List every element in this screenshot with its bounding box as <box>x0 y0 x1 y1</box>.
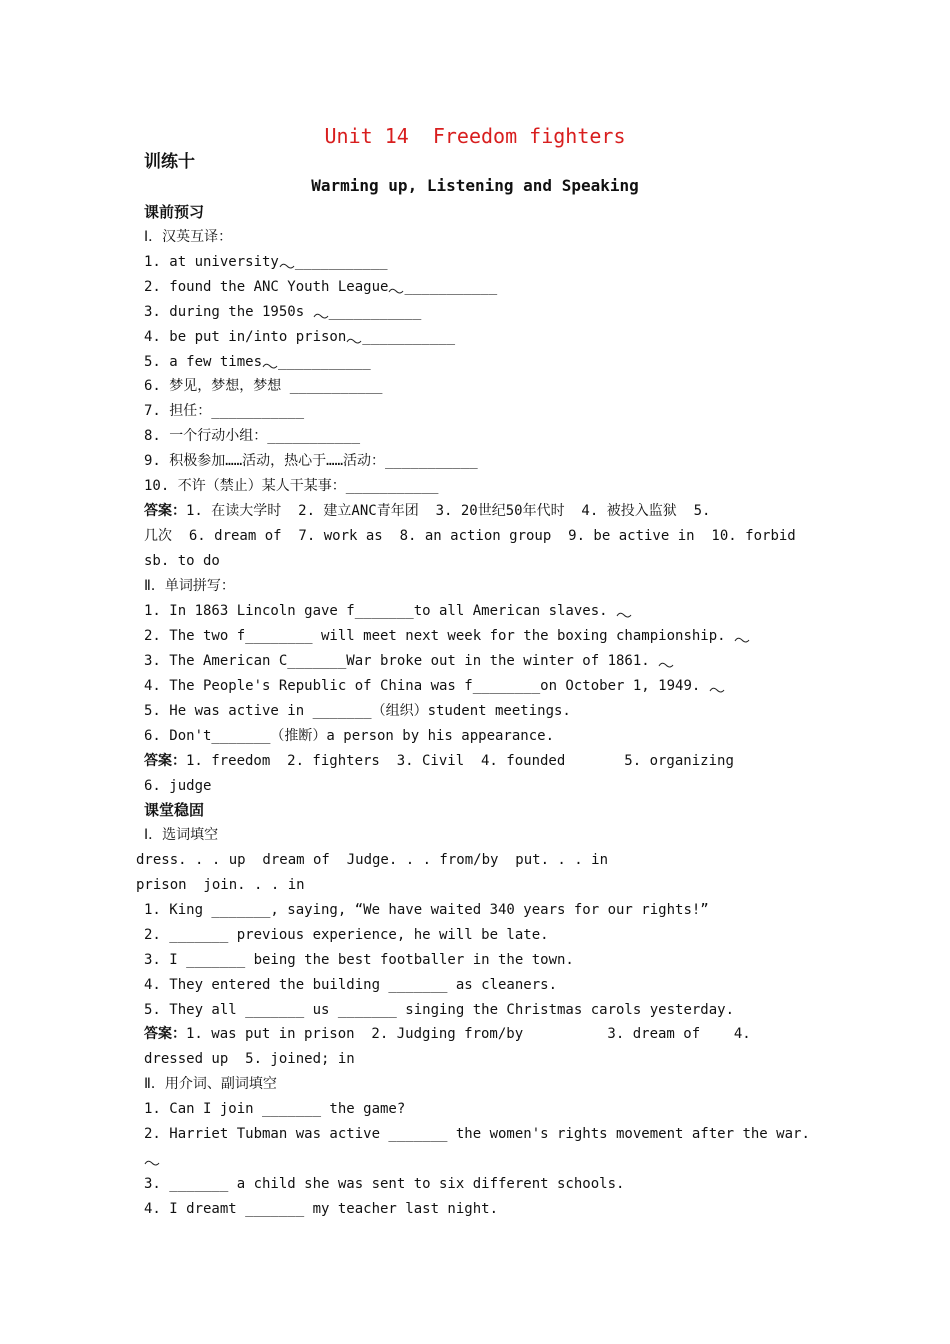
answer-line: 几次 6. dream of 7. work as 8. an action group 9. be active in 10. forbid <box>144 528 796 544</box>
scribble-mark <box>734 631 750 641</box>
part1-heading: Ⅰ．汉英互译： <box>144 229 233 245</box>
list-item: 7. 担任：___________ <box>144 403 305 419</box>
part2-heading: Ⅱ．用介词、副词填空 <box>144 1076 277 1092</box>
list-item: 4. They entered the building _______ as cleaners. <box>144 977 558 993</box>
list-item: 2. Harriet Tubman was active _______ the women's rights movement after the war. <box>144 1126 810 1142</box>
list-item: 4. I dreamt _______ my teacher last night. <box>144 1201 499 1217</box>
list-item: 1. King _______, saying, “We have waited 340 years for our rights!” <box>144 902 709 918</box>
part1-heading: Ⅰ．选词填空 <box>144 827 219 843</box>
list-item: 8. 一个行动小组：___________ <box>144 428 361 444</box>
unit-title: Unit 14 Freedom fighters <box>324 124 626 148</box>
scribble-row <box>144 1149 160 1169</box>
list-item: 3. _______ a child she was sent to six different schools. <box>144 1176 625 1192</box>
answer-line: 答案：1. 在读大学时 2. 建立ANC青年团 3. 20世纪50年代时 4. 被投入监狱 5. <box>144 503 711 519</box>
list-item: 9. 积极参加……活动，热心于……活动：___________ <box>144 453 478 469</box>
answer-line: sb. to do <box>144 553 220 569</box>
list-item: 4. be put in/into prison ___________ <box>144 329 456 345</box>
answer-line: 答案：1. freedom 2. fighters 3. Civil 4. founded 5. organizing <box>144 753 734 769</box>
list-item: 6. 梦见，梦想，梦想 ___________ <box>144 378 383 394</box>
answer-line: dressed up 5. joined; in <box>144 1051 355 1067</box>
list-item: 5. They all _______ us _______ singing the Christmas carols yesterday. <box>144 1002 735 1018</box>
scribble-mark <box>144 1154 160 1164</box>
list-item: 2. The two f________ will meet next week for the boxing championship. <box>144 626 750 646</box>
word-bank: prison join. . . in <box>136 877 305 893</box>
scribble-mark <box>279 257 295 267</box>
classroom-heading: 课堂稳固 <box>144 801 205 819</box>
list-item: 1. In 1863 Lincoln gave f_______to all American slaves. <box>144 601 632 621</box>
scribble-mark <box>346 332 362 342</box>
list-item: 2. found the ANC Youth League ___________ <box>144 279 498 295</box>
list-item: 2. _______ previous experience, he will be late. <box>144 927 549 943</box>
scribble-mark <box>709 681 725 691</box>
answer-line: 答案：1. was put in prison 2. Judging from/by 3. dream of 4. <box>144 1026 751 1042</box>
preview-heading: 课前预习 <box>144 203 205 221</box>
scribble-mark <box>262 357 278 367</box>
word-bank: dress. . . up dream of Judge. . . from/by put. . . in <box>136 852 609 868</box>
answer-line: 6. judge <box>144 778 212 794</box>
list-item: 10. 不许（禁止）某人干某事：___________ <box>144 478 439 494</box>
training-label: 训练十 <box>144 152 195 172</box>
list-item: 5. a few times ___________ <box>144 354 371 370</box>
scribble-mark <box>616 606 632 616</box>
section-subtitle: Warming up, Listening and Speaking <box>311 176 639 195</box>
list-item: 6. Don't_______（推断）a person by his appearance. <box>144 728 555 744</box>
list-item: 3. during the 1950s ___________ <box>144 304 422 320</box>
scribble-mark <box>658 656 674 666</box>
part2-heading: Ⅱ．单词拼写： <box>144 578 235 594</box>
list-item: 1. at university ___________ <box>144 254 388 270</box>
scribble-mark <box>313 307 329 317</box>
list-item: 1. Can I join _______ the game? <box>144 1101 406 1117</box>
list-item: 5. He was active in _______（组织）student meetings. <box>144 703 571 719</box>
scribble-mark <box>388 282 404 292</box>
list-item: 3. I _______ being the best footballer in the town. <box>144 952 574 968</box>
list-item: 4. The People's Republic of China was f________on October 1, 1949. <box>144 676 725 696</box>
list-item: 3. The American C_______War broke out in the winter of 1861. <box>144 651 674 671</box>
